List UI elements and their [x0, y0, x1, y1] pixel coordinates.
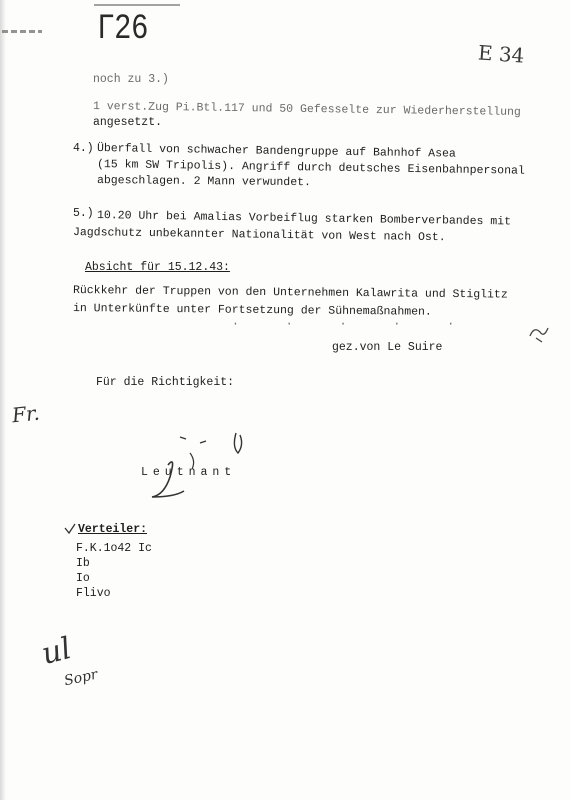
margin-check-mark: [526, 322, 552, 346]
distribution-entry-1: F.K.1o42 Ic: [76, 542, 152, 555]
item-4-line-1: Überfall von schwacher Bandengruppe auf Bahnhof Asea: [96, 142, 456, 161]
margin-initials-top: Fr.: [10, 400, 41, 428]
handwritten-code: E 34: [477, 40, 526, 68]
rank-label: Leutnant: [141, 466, 237, 479]
margin-initials-bottom-1: ul: [38, 631, 75, 672]
item-4-line-3: abgeschlagen. 2 Mann verwundet.: [96, 174, 311, 190]
intention-heading: Absicht für 15.12.43:: [85, 261, 230, 274]
item-5-line-1: 10.20 Uhr bei Amalias Vorbeiflug starken Bomberverbandes mit: [96, 209, 512, 229]
continuation-line-1: 1 verst.Zug Pi.Btl.117 und 50 Gefesselte zur Wiederherstellung: [92, 100, 521, 119]
signature: gez.von Le Suire: [332, 341, 443, 354]
distribution-tick: [63, 522, 77, 536]
margin-initials-bottom-2: Sopr: [62, 666, 99, 690]
continuation-label: noch zu 3.): [93, 73, 169, 86]
continuation-line-2: angesetzt.: [93, 116, 163, 129]
stamp-number: Γ26: [98, 8, 149, 46]
dot-marks: · · · · ·: [232, 318, 475, 331]
distribution-entry-3: Io: [76, 572, 90, 585]
intention-line-2: in Unterkünfte unter Fortsetzung der Sühnemaßnahmen.: [72, 302, 432, 319]
item-4-line-2: (15 km SW Tripolis). Angriff durch deutsches Eisenbahnpersonal: [96, 158, 525, 178]
page-edge: [0, 0, 6, 800]
item-5-number: 5.): [73, 207, 94, 220]
distribution-entry-2: Ib: [76, 557, 90, 570]
intention-line-1: Rückkehr der Truppen von den Unternehmen Kalawrita und Stiglitz: [72, 284, 508, 302]
edge-mark: [2, 30, 42, 33]
handwritten-signature: [140, 425, 260, 515]
certification-label: Für die Richtigkeit:: [96, 376, 235, 389]
distribution-heading: Verteiler:: [78, 523, 148, 536]
item-5-line-2: Jagdschutz unbekannter Nationalität von West nach Ost.: [72, 226, 446, 245]
distribution-entry-4: Flivo: [76, 587, 111, 600]
item-4-number: 4.): [73, 142, 94, 155]
